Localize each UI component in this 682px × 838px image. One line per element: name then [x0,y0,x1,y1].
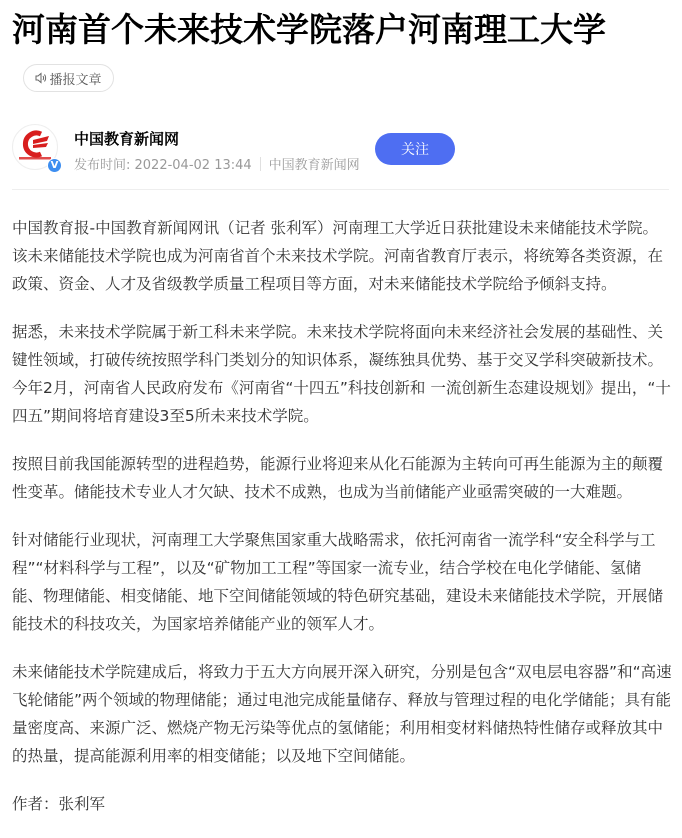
verified-badge-icon: V [47,158,62,173]
listen-label: 播报文章 [49,72,102,88]
listen-article-button[interactable] [23,64,114,92]
publish-meta [74,154,360,173]
paragraph: 据悉，未来技术学院属于新工科未来学院。未来技术学院将面向未来经济社会发展的基础性、关键性领域，打破传统按照学科门类划分的知识体系，凝练独具优势、基于交叉学科突破新技术。今年2月，河南省人民政府发布《河南省“十四五”科技创新和 一流创新生态建设规划》提出，“十四五”期间将培育建设3至5所未来技术学院。 [12,323,671,425]
article-title: 河南首个未来技术学院落户河南理工大学 [12,10,606,49]
divider [12,189,669,190]
avatar[interactable] [12,124,58,170]
paragraph: 按照目前我国能源转型的进程趋势，能源行业将迎来从化石能源为主转向可再生能源为主的颠覆性变革。储能技术专业人才欠缺、技术不成熟，也成为当前储能产业亟需突破的一大难题。 [12,455,664,501]
source-info [10,122,670,182]
source-name[interactable]: 中国教育新闻网 [74,130,180,148]
publish-time: 发布时间: 2022-04-02 13:44 [74,158,252,173]
speaker-icon [35,72,47,84]
article-body [12,214,672,838]
origin-source: 中国教育新闻网 [268,158,360,173]
author-line: 作者：张利军 [12,795,106,813]
paragraph: 针对储能行业现状，河南理工大学聚焦国家重大战略需求，依托河南省一流学科“安全科学与工程”“材料科学与工程”，以及“矿物加工工程”等国家一流专业，结合学校在电化学储能、氢储能、物理储能、相变储能、地下空间储能领域的特色研究基础，建设未来储能技术学院，开展储能技术的科技攻关，为国家培养储能产业的领军人才。 [12,531,664,633]
paragraph: 中国教育报-中国教育新闻网讯（记者 张利军）河南理工大学近日获批建设未来储能技术学院。该未来储能技术学院也成为河南省首个未来技术学院。河南省教育厅表示，将统筹各类资源，在政策、资金、人才及省级教学质量工程项目等方面，对未来储能技术学院给予倾斜支持。 [12,219,664,293]
follow-button[interactable]: 关注 [375,133,455,165]
meta-divider [260,157,261,171]
paragraph: 未来储能技术学院建成后，将致力于五大方向展开深入研究，分别是包含“双电层电容器”和“高速飞轮储能”两个领域的物理储能；通过电池完成能量储存、释放与管理过程的电化学储能；具有能量密度高、来源广泛、燃烧产物无污染等优点的氢储能；利用相变材料储热特性储存或释放其中的热量，提高能源利用率的相变储能；以及地下空间储能。 [12,663,672,765]
